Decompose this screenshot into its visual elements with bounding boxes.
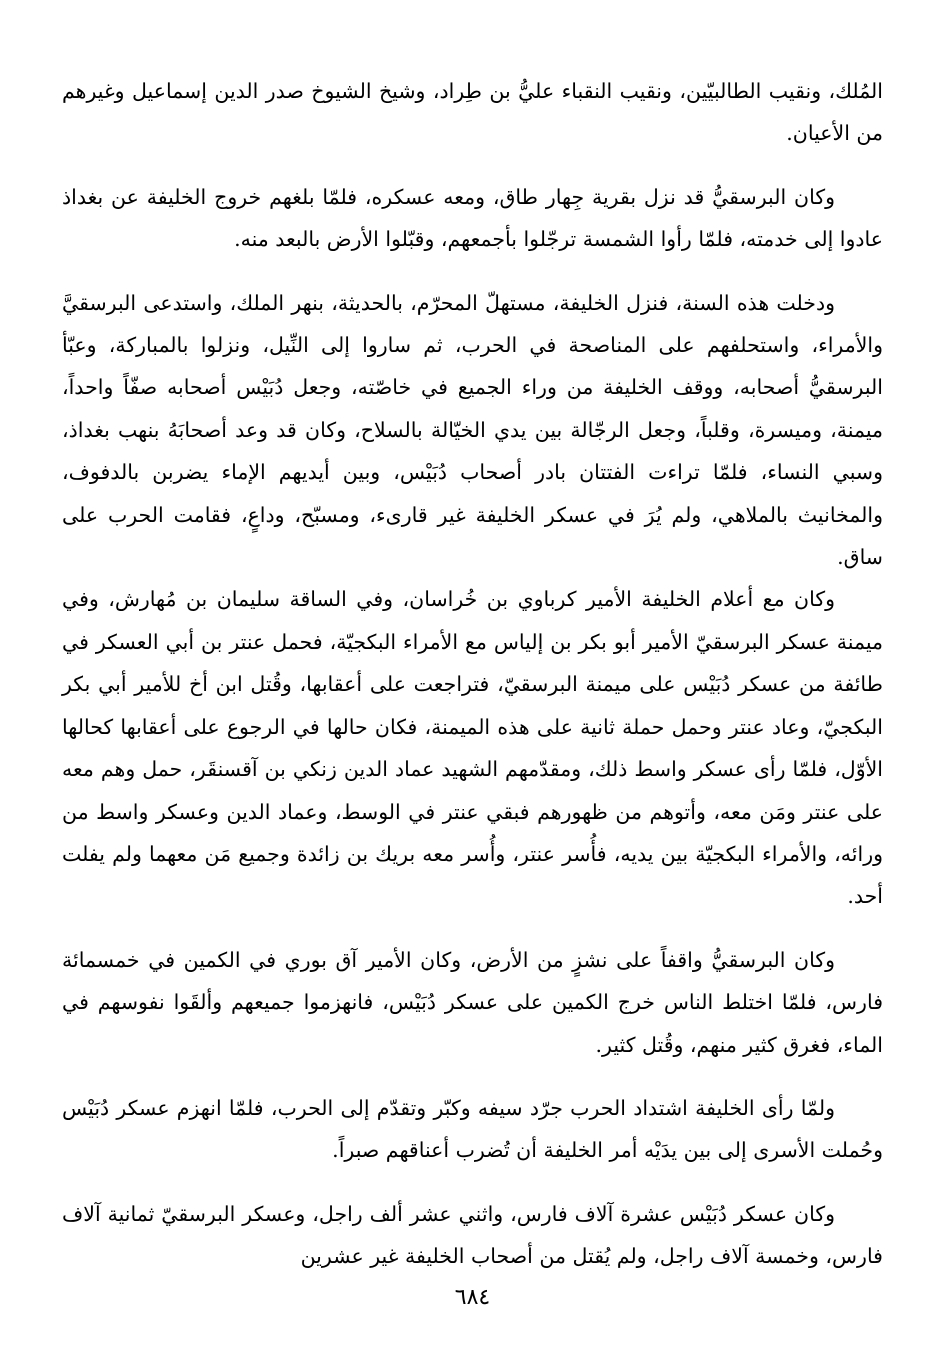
paragraph-7: وكان عسكر دُبَيْس عشرة آلاف فارس، واثني عشر ألف راجل، وعسكر البرسقيّ ثمانية آلاف فارس، وخمسة آلاف راجل، ولم يُقتل من أصحاب الخليفة غير عشرين <box>62 1201 883 1269</box>
paragraph-2: وكان البرسقيُّ قد نزل بقرية جِهار طاق، ومعه عسكره، فلمّا بلغهم خروج الخليفة عن بغداذ عادوا إلى خدمته، فلمّا رأوا الشمسة ترجّلوا بأجمعهم، وقبّلوا الأرض بالبعد منه. <box>62 184 883 252</box>
page-number: ٦٨٤ <box>454 1285 491 1310</box>
paragraph-1: المُلك، ونقيب الطالبيّين، ونقيب النقباء عليُّ بن طِراد، وشيخ الشيوخ صدر الدين إسماعيل وغيرهم من الأعيان. <box>62 79 883 146</box>
body-text <box>62 70 883 1278</box>
paragraph-4: وكان مع أعلام الخليفة الأمير كرباوي بن خُراسان، وفي الساقة سليمان بن مُهارش، وفي ميمنة عسكر البرسقيّ الأمير أبو بكر بن إلياس مع الأمراء البكجيّة، فحمل عنتر بن أبي العسكر في طائفة من عسكر دُبَيْس على ميمنة البرسقيّ، فتراجعت على أعقابها، وقُتل ابن أخ للأمير أبي بكر البكجيّ، وعاد عنتر وحمل حملة ثانية على هذه الميمنة، فكان حالها في الرجوع على أعقابها كحالها الأوّل، فلمّا رأى عسكر واسط ذلك، ومقدّمهم الشهيد عماد الدين زنكي بن آقسنقَر، حمل وهم معه على عنتر ومَن معه، وأتوهم من ظهورهم فبقي عنتر في الوسط، وعماد الدين وعسكر واسط من ورائه، والأمراء البكجيّة بين يديه، فأُسر عنتر، وأُسر معه بريك بن زائدة وجميع مَن معهما ولم يفلت أحد. <box>62 587 883 909</box>
paragraph-5: وكان البرسقيُّ واقفاً على نشزٍ من الأرض، وكان الأمير آق بوري في الكمين في خمسمائة فارس، فلمّا اختلط الناس خرج الكمين على عسكر دُبَيْس، فانهزموا جميعهم وألقَوا نفوسهم في الماء، فغرق كثير منهم، وقُتل كثير. <box>62 947 883 1057</box>
paragraph-6: ولمّا رأى الخليفة اشتداد الحرب جرّد سيفه وكبّر وتقدّم إلى الحرب، فلمّا انهزم عسكر دُبَيْس وحُملت الأسرى إلى بين يدَيْه أمر الخليفة أن تُضرب أعناقهم صبراً. <box>62 1095 883 1163</box>
paragraph-3: ودخلت هذه السنة، فنزل الخليفة، مستهلّ المحرّم، بالحديثة، بنهر الملك، واستدعى البرسقيَّ والأمراء، واستحلفهم على المناصحة في الحرب، ثم ساروا إلى النِّيل، ونزلوا بالمباركة، وعبّأ البرسقيُّ أصحابه، ووقف الخليفة من وراء الجميع في خاصّته، وجعل دُبَيْس أصحابه صفّاً واحداً، ميمنة، وميسرة، وقلباً، وجعل الرجّالة بين يدي الخيّالة بالسلاح، وكان قد وعد أصحابَهُ بنهب بغداذ، وسبي النساء، فلمّا تراءت الفتتان بادر أصحاب دُبَيْس، وبين أيديهم الإماء يضربن بالدفوف، والمخانيث بالملاهي، ولم يُرَ في عسكر الخليفة غير قارىء، ومسبّح، وداعٍ، فقامت الحرب على ساق. <box>62 290 883 570</box>
